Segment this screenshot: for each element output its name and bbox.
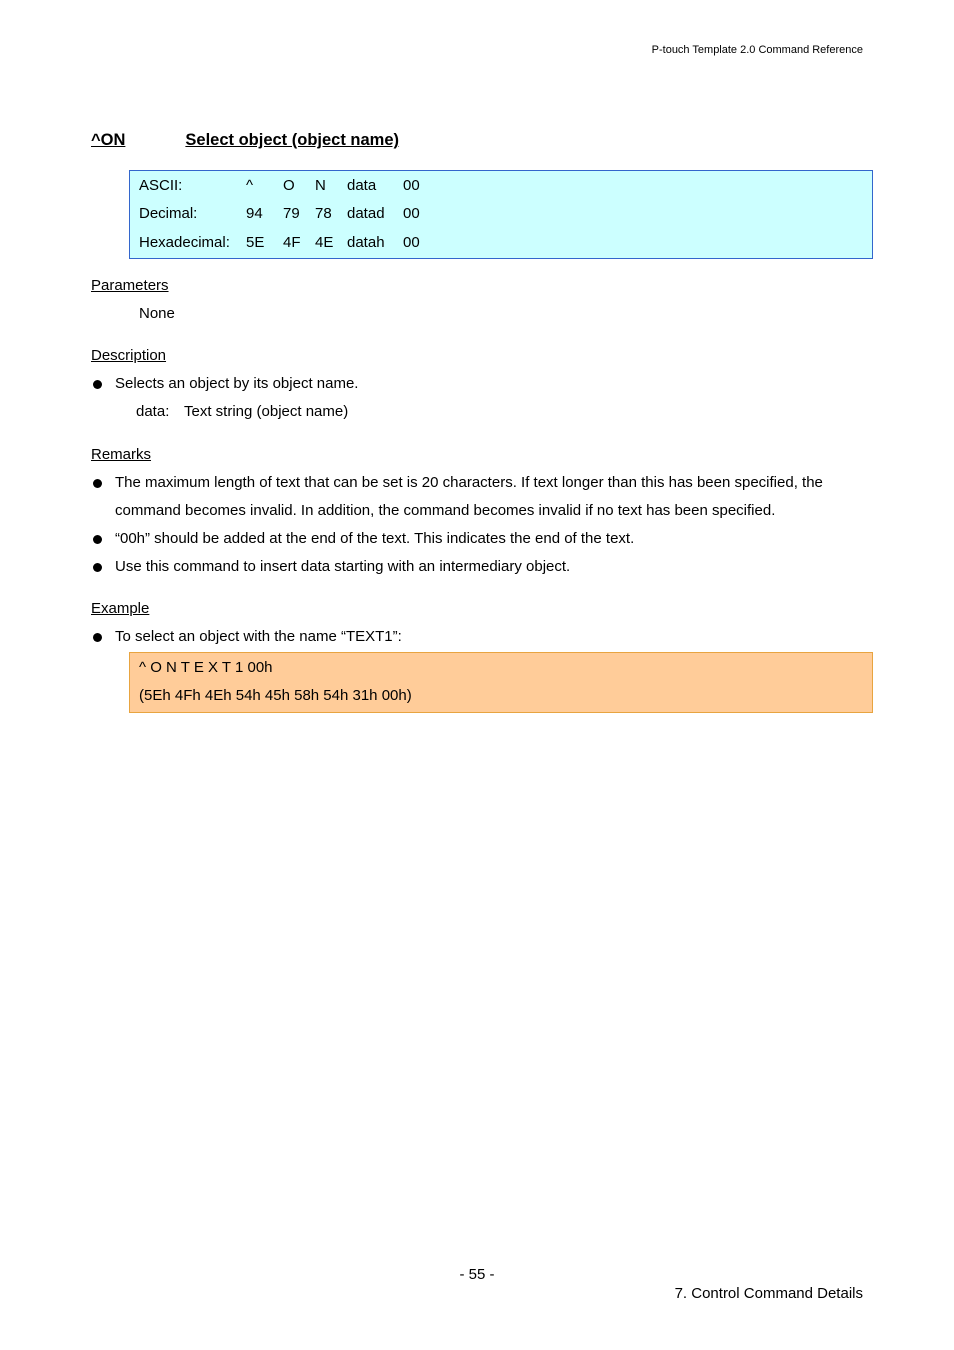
example-code-line: ^ O N T E X T 1 00h — [139, 659, 273, 676]
code-cell: datad — [347, 205, 385, 222]
example-heading: Example — [91, 600, 150, 617]
remark-item: The maximum length of text that can be set is 20 characters. If text longer than this has been specified, the — [115, 474, 823, 491]
row-label: ASCII: — [139, 177, 183, 194]
command-code: ^ON — [91, 131, 126, 149]
code-cell: 79 — [283, 205, 300, 222]
data-label: data: — [136, 403, 170, 420]
remark-item: “00h” should be added at the end of the text. This indicates the end of the text. — [115, 530, 635, 547]
bullet-icon — [93, 380, 102, 389]
remarks-heading: Remarks — [91, 446, 152, 463]
description-text: Selects an object by its object name. — [115, 375, 359, 392]
code-cell: O — [283, 177, 295, 194]
code-cell: 78 — [315, 205, 332, 222]
command-code-table — [129, 170, 873, 259]
parameters-heading: Parameters — [91, 277, 169, 294]
example-code-box — [129, 652, 873, 713]
header-reference: P-touch Template 2.0 Command Reference — [651, 44, 863, 56]
command-name: Select object (object name) — [185, 131, 400, 149]
command-title — [91, 131, 399, 150]
parameters-value: None — [139, 305, 175, 322]
code-cell: 4E — [315, 234, 334, 251]
bullet-icon — [93, 633, 102, 642]
code-cell: 94 — [246, 205, 263, 222]
code-cell: 00 — [403, 205, 420, 222]
code-cell: 5E — [246, 234, 265, 251]
chapter-title: 7. Control Command Details — [674, 1285, 863, 1302]
bullet-icon — [93, 535, 102, 544]
code-cell: N — [315, 177, 326, 194]
data-value: Text string (object name) — [184, 403, 349, 420]
remark-item-continued: command becomes invalid. In addition, the command becomes invalid if no text has been specified. — [115, 502, 776, 519]
code-cell: datah — [347, 234, 385, 251]
row-label: Hexadecimal: — [139, 234, 230, 251]
code-cell: ^ — [246, 177, 254, 194]
bullet-icon — [93, 563, 102, 572]
code-cell: data — [347, 177, 377, 194]
code-cell: 00 — [403, 177, 420, 194]
code-cell: 4F — [283, 234, 301, 251]
description-heading: Description — [91, 347, 167, 364]
example-hex-line: (5Eh 4Fh 4Eh 54h 45h 58h 54h 31h 00h) — [139, 687, 412, 704]
page-number: - 55 - — [459, 1266, 495, 1283]
example-text: To select an object with the name “TEXT1”: — [115, 628, 402, 645]
row-label: Decimal: — [139, 205, 198, 222]
code-cell: 00 — [403, 234, 420, 251]
remark-item: Use this command to insert data starting with an intermediary object. — [115, 558, 571, 575]
bullet-icon — [93, 479, 102, 488]
